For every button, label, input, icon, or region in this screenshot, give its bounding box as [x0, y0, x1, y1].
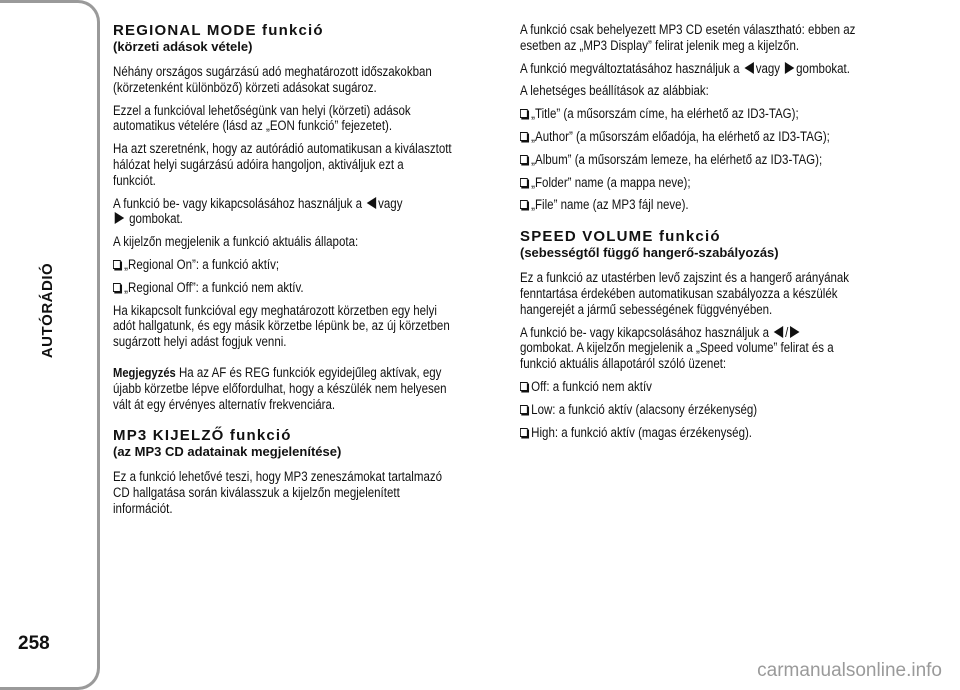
- right-arrow-icon: [115, 212, 124, 224]
- list-item: „Folder” name (a mappa neve);: [520, 175, 909, 191]
- section-label: [28, 250, 68, 370]
- list-item: Off: a funkció nem aktív: [520, 379, 909, 395]
- checkbox-bullet-icon: [520, 132, 528, 141]
- speed-subtitle: (sebességtől függő hangerő-szabályozás): [520, 245, 779, 261]
- checkbox-bullet-icon: [520, 155, 528, 164]
- regional-title: REGIONAL MODE funkció: [113, 22, 324, 39]
- checkbox-bullet-icon: [520, 405, 528, 414]
- checkbox-bullet-icon: [113, 260, 121, 269]
- regional-paragraph: A kijelzőn megjelenik a funkció aktuális állapota:: [113, 234, 359, 250]
- speed-paragraph: A funkció be- vagy kikapcsolásához használjuk a / gombokat. A kijelzőn megjelenik a „Speed volume” felirat és a funkció aktuális állapotáról szóló üzenet:: [520, 324, 834, 372]
- left-arrow-icon: [774, 326, 783, 338]
- mp3-paragraph: Ez a funkció lehetővé teszi, hogy MP3 zeneszámokat tartalmazó CD hallgatása során kiválasszuk a kijelzőn megjelenített információt.: [113, 469, 443, 516]
- regional-paragraph: Ha azt szeretnénk, hogy az autórádió automatikusan a kiválasztott hálózat helyi sugárzású adóira hangoljon, aktiváljuk ezt a funkciót.: [113, 141, 452, 188]
- right-arrow-icon: [790, 326, 799, 338]
- list-item: „Album” (a műsorszám lemeze, ha elérhető az ID3-TAG);: [520, 152, 909, 168]
- mp3-paragraph: A funkció csak behelyezett MP3 CD esetén választható: ebben az esetben az „MP3 Display” felirat jelenik meg a kijelzőn.: [520, 22, 856, 53]
- note-label: Megjegyzés: [113, 364, 176, 380]
- list-item: „Title” (a műsorszám címe, ha elérhető az ID3-TAG);: [520, 106, 909, 122]
- right-arrow-icon: [785, 62, 794, 74]
- regional-subtitle: (körzeti adások vétele): [113, 39, 253, 54]
- list-item: „Regional Off”: a funkció nem aktív.: [113, 280, 502, 296]
- list-item: High: a funkció aktív (magas érzékenység).: [520, 425, 909, 441]
- mp3-title: MP3 KIJELZŐ funkció: [113, 427, 292, 445]
- mp3-paragraph: A funkció megváltoztatásához használjuk a vagy gombokat.: [520, 60, 850, 76]
- list-item: Low: a funkció aktív (alacsony érzékenység): [520, 402, 909, 418]
- regional-paragraph: Néhány országos sugárzású adó meghatározott időszakokban (körzetenként különböző) körzeti adásokat sugároz.: [113, 64, 432, 95]
- watermark: carmanualsonline.info: [757, 660, 942, 681]
- left-arrow-icon: [367, 197, 376, 209]
- checkbox-bullet-icon: [520, 200, 528, 209]
- regional-paragraph: Ezzel a funkcióval lehetőségünk van helyi (körzeti) adások automatikus vételére (lásd az „EON funkció” fejezetet).: [113, 102, 411, 134]
- checkbox-bullet-icon: [520, 178, 528, 187]
- left-arrow-icon: [745, 62, 754, 74]
- left-column: [113, 22, 501, 524]
- regional-paragraph: Ha kikapcsolt funkcióval egy meghatározott körzetben egy helyi adót hallgatunk, és egy másik körzetbe lépünk be, az új körzetben sugárzott helyi adást fogjuk venni.: [113, 302, 450, 350]
- checkbox-bullet-icon: [113, 283, 121, 292]
- right-column: [520, 22, 908, 447]
- mp3-paragraph: A lehetséges beállítások az alábbiak:: [520, 83, 709, 99]
- regional-paragraph: A funkció be- vagy kikapcsolásához használjuk a vagy gombokat.: [113, 195, 403, 227]
- speed-paragraph: Ez a funkció az utastérben levő zajszint és a hangerő arányának fenntartása érdekében automatikusan szabályozza a készülék hangerejét a jármű sebességének függvényében.: [520, 270, 850, 317]
- mp3-subtitle: (az MP3 CD adatainak megjelenítése): [113, 444, 342, 460]
- list-item: „File” name (az MP3 fájl neve).: [520, 197, 909, 213]
- list-item: „Regional On”: a funkció aktív;: [113, 257, 502, 273]
- speed-title: SPEED VOLUME funkció: [520, 228, 721, 246]
- checkbox-bullet-icon: [520, 109, 528, 118]
- checkbox-bullet-icon: [520, 428, 528, 437]
- page-number: 258: [18, 633, 50, 654]
- checkbox-bullet-icon: [520, 382, 528, 391]
- section-label-text: AUTÓRÁDIÓ: [39, 262, 57, 358]
- list-item: „Author” (a műsorszám előadója, ha elérhető az ID3-TAG);: [520, 129, 909, 145]
- note-paragraph: Megjegyzés Ha az AF és REG funkciók egyidejűleg aktívak, egy újabb körzetbe lépve előfordulhat, hogy a készülék nem helyesen vált át egy érvényes alternatív frekvenciára.: [113, 364, 447, 412]
